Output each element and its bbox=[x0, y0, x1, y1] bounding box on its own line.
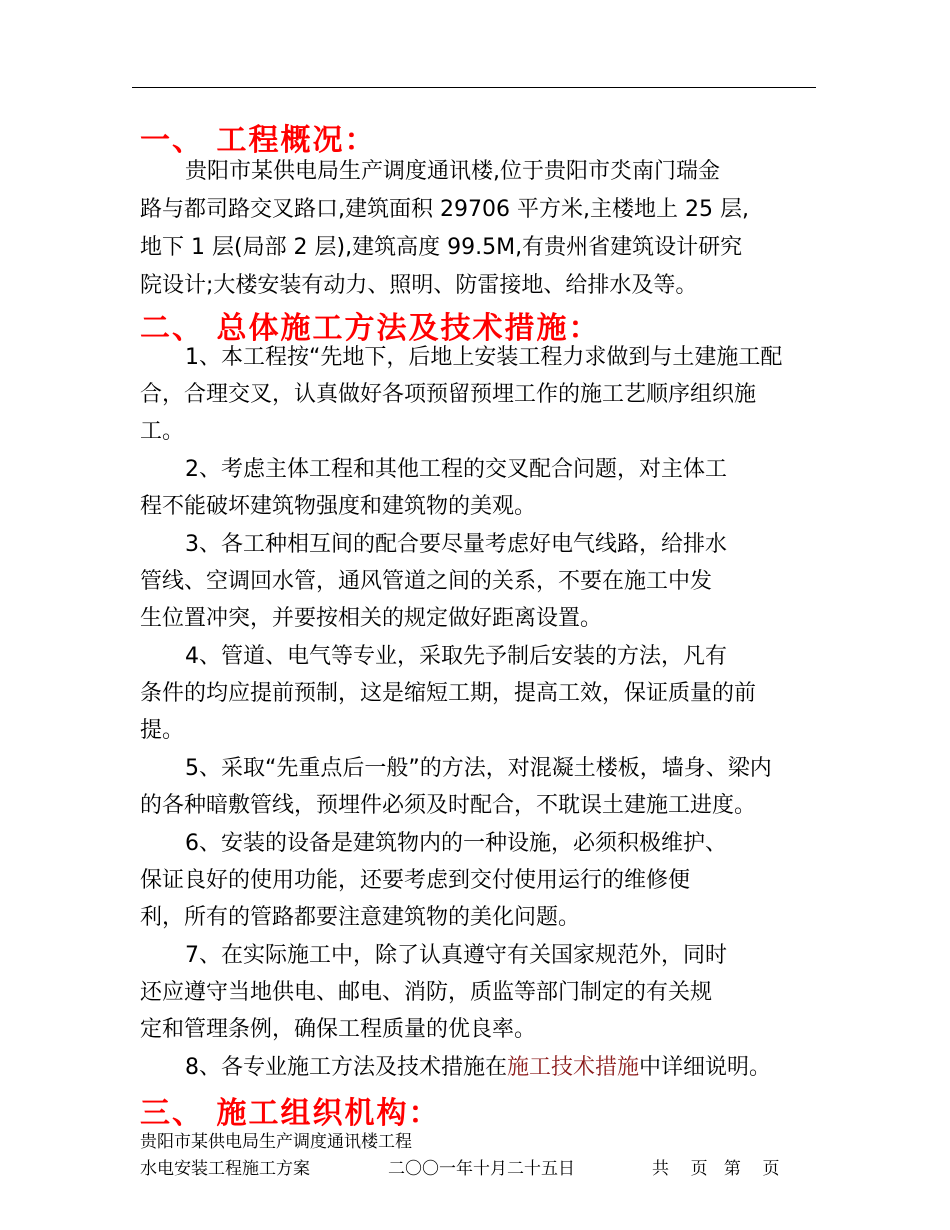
footer-date: 二〇〇一年十月二十五日 bbox=[388, 1159, 575, 1179]
list-item-line: 5、采取“先重点后一般”的方法，对混凝土楼板，墙身、梁内 bbox=[185, 756, 772, 781]
paragraph-line: 院设计;大楼安装有动力、照明、防雷接地、给排水及等。 bbox=[140, 273, 698, 298]
list-item-line: 利，所有的管路都要注意建筑物的美化问题。 bbox=[140, 905, 581, 930]
list-item-line: 3、各工种相互间的配合要尽量考虑好电气线路，给排水 bbox=[185, 532, 727, 557]
section-1-heading: 一、 工程概况： bbox=[140, 123, 377, 158]
list-item-line: 1、本工程按“先地下，后地上安装工程力求做到与土建施工配 bbox=[185, 345, 783, 370]
item-8-text-after: 中详细说明。 bbox=[639, 1055, 772, 1080]
section-2-heading: 二、 总体施工方法及技术措施： bbox=[140, 311, 601, 346]
list-item-line: 生位置冲突，并要按相关的规定做好距离设置。 bbox=[140, 606, 603, 631]
list-item-line: 的各种暗敷管线，预埋件必须及时配合，不耽误土建施工进度。 bbox=[140, 793, 757, 818]
footer-doc-title: 水电安装工程施工方案 bbox=[140, 1159, 310, 1179]
list-item-line: 提。 bbox=[140, 718, 185, 743]
list-item-line: 保证良好的使用功能，还要考虑到交付使用运行的维修便 bbox=[140, 868, 691, 893]
list-item-line: 4、管道、电气等专业，采取先予制后安装的方法，凡有 bbox=[185, 644, 727, 669]
list-item-line: 工。 bbox=[140, 419, 185, 444]
list-item-line: 条件的均应提前预制，这是缩短工期，提高工效，保证质量的前 bbox=[140, 681, 757, 706]
footer-project-title: 贵阳市某供电局生产调度通讯楼工程 bbox=[140, 1132, 412, 1152]
list-item-line: 2、考虑主体工程和其他工程的交叉配合问题，对主体工 bbox=[185, 457, 727, 482]
list-item-line: 还应遵守当地供电、邮电、消防，质监等部门制定的有关规 bbox=[140, 980, 713, 1005]
technical-measures-link[interactable]: 施工技术措施 bbox=[507, 1055, 640, 1080]
header-rule bbox=[132, 87, 816, 88]
section-3-heading: 三、 施工组织机构： bbox=[140, 1096, 441, 1131]
footer-page-count: 共 页 第 页 bbox=[652, 1159, 780, 1179]
list-item-line: 定和管理条例，确保工程质量的优良率。 bbox=[140, 1017, 537, 1042]
paragraph-line: 路与都司路交叉路口,建筑面积 29706 平方米,主楼地上 25 层, bbox=[140, 197, 749, 222]
list-item-line: 管线、空调回水管，通风管道之间的关系，不要在施工中发 bbox=[140, 569, 713, 594]
list-item-line: 7、在实际施工中，除了认真遵守有关国家规范外，同时 bbox=[185, 943, 727, 968]
paragraph-line: 贵阳市某供电局生产调度通讯楼,位于贵阳市氼南门瑞金 bbox=[185, 159, 720, 184]
paragraph-line: 地下 1 层(局部 2 层),建筑高度 99.5M,有贵州省建筑设计研究 bbox=[140, 235, 743, 260]
list-item-line: 程不能破坏建筑物强度和建筑物的美观。 bbox=[140, 494, 537, 519]
list-item-line: 6、安装的设备是建筑物内的一种设施，必须积极维护、 bbox=[185, 831, 727, 856]
list-item-8 bbox=[185, 1053, 771, 1083]
item-8-text-before: 8、各专业施工方法及技术措施在 bbox=[185, 1055, 507, 1080]
list-item-line: 合，合理交叉，认真做好各项预留预埋工作的施工艺顺序组织施 bbox=[140, 382, 757, 407]
